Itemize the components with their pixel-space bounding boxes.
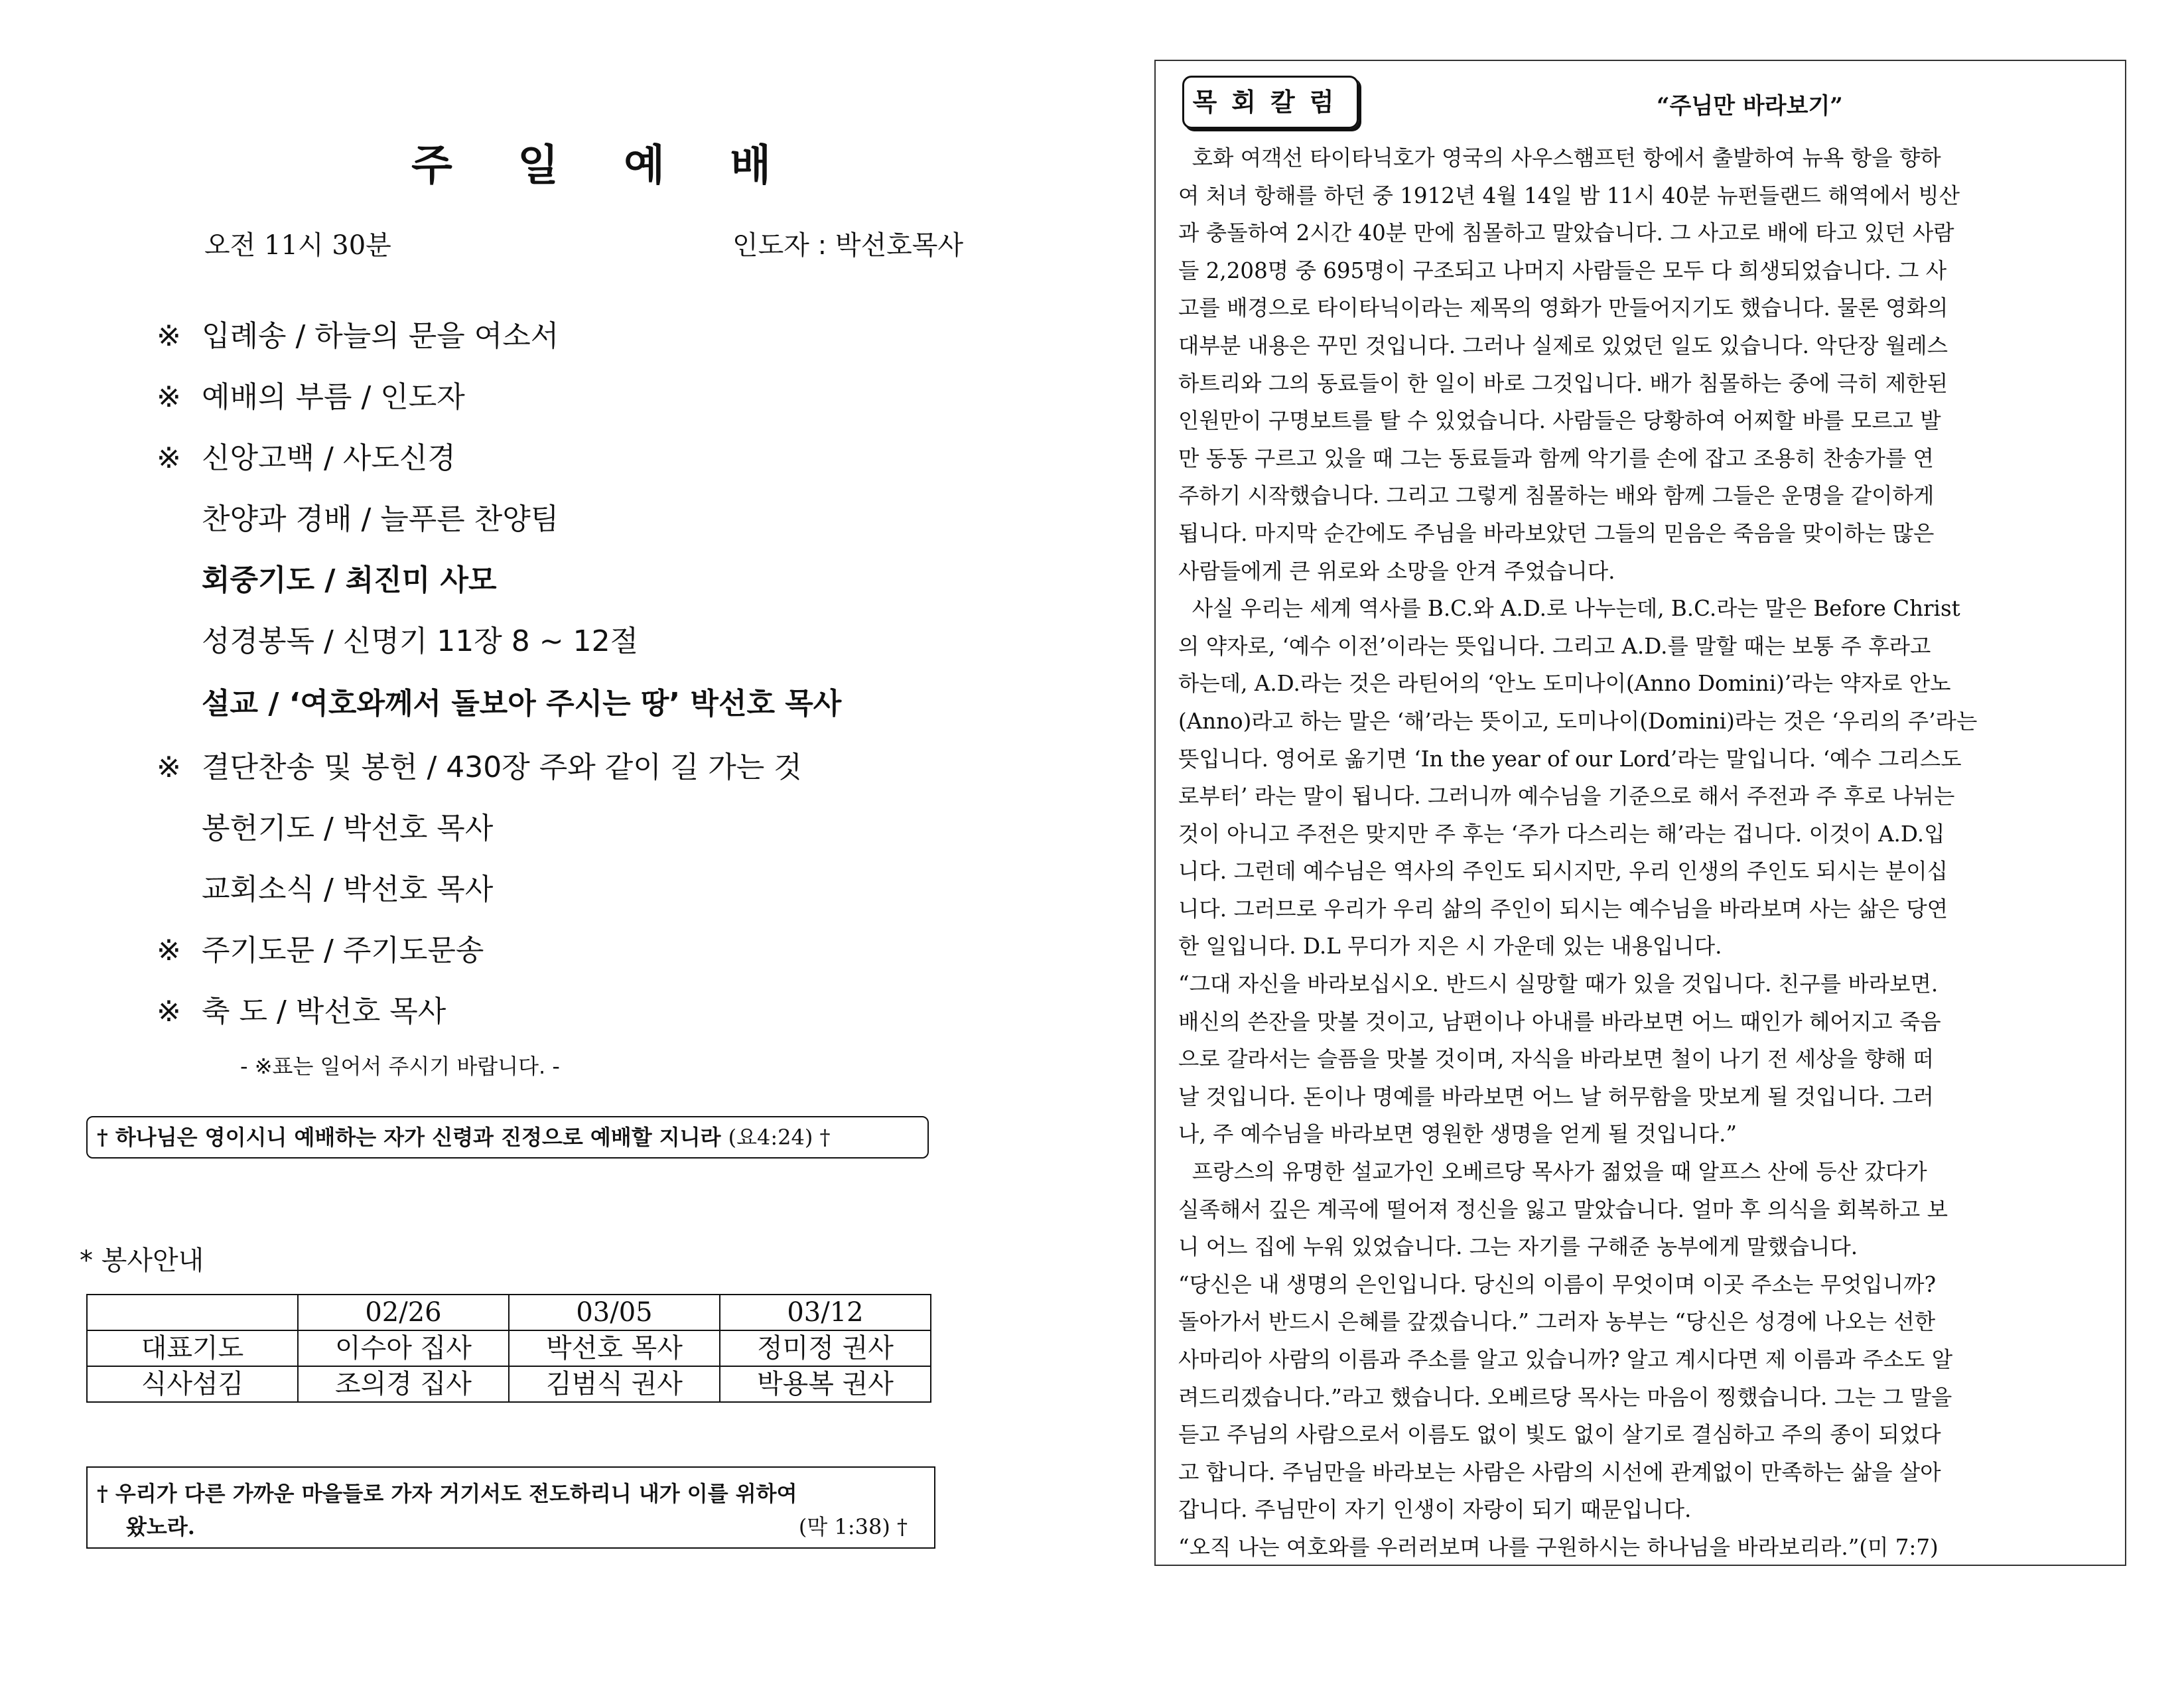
column-text-line: 하는데, A.D.라는 것은 라틴어의 ‘안노 도미나이(Anno Domini)’라는 약자로 안노 bbox=[1178, 671, 1951, 697]
column-text-line: 날 것입니다. 돈이나 명예를 바라보면 어느 날 허무함을 맛보게 될 것입니다. 그러 bbox=[1178, 1084, 1934, 1109]
worship-order-item bbox=[157, 312, 559, 354]
worship-order-item bbox=[157, 679, 841, 722]
column-text-line: 프랑스의 유명한 설교가인 오베르당 목사가 젊었을 때 알프스 산에 등산 갔다가 bbox=[1178, 1159, 1927, 1185]
column-text-line: “당신은 내 생명의 은인입니다. 당신의 이름이 무엇이며 이곳 주소는 무엇입니까? bbox=[1178, 1271, 1936, 1297]
column-text-line: 으로 갈라서는 슬픔을 맛볼 것이며, 자식을 바라보면 철이 나기 전 세상을 향해 떠 bbox=[1178, 1046, 1934, 1072]
worship-order-item bbox=[157, 617, 638, 660]
worship-order-text: 축 도 / 박선호 목사 bbox=[202, 995, 446, 1028]
worship-order-item bbox=[157, 804, 493, 847]
standing-mark: ※ bbox=[157, 995, 181, 1028]
standing-mark: ※ bbox=[157, 319, 181, 353]
worship-order-item bbox=[157, 926, 484, 969]
column-text-line: 사마리아 사람의 이름과 주소를 알고 있습니까? 알고 계시다면 제 이름과 주소도 알 bbox=[1178, 1347, 1953, 1372]
verse-reference: (요4:24) † bbox=[728, 1125, 831, 1150]
standing-mark: ※ bbox=[157, 934, 181, 967]
table-cell: 대표기도 bbox=[87, 1330, 298, 1366]
column-text-line: 대부분 내용은 꾸민 것입니다. 그러나 실제로 있었던 일도 있습니다. 악단장 월레스 bbox=[1178, 332, 1948, 358]
verse-reference: (막 1:38) † bbox=[798, 1514, 908, 1539]
service-guide-title: * 봉사안내 bbox=[80, 1245, 204, 1276]
column-text-line: 주하기 시작했습니다. 그리고 그렇게 침몰하는 배와 함께 그들은 운명을 같이하게 bbox=[1178, 483, 1935, 509]
column-text-line: “그대 자신을 바라보십시오. 반드시 실망할 때가 있을 것입니다. 친구를 바라보면. bbox=[1178, 971, 1939, 997]
pastor-column-frame bbox=[1154, 60, 2126, 1566]
table-row bbox=[87, 1330, 931, 1366]
worship-order-item bbox=[157, 743, 802, 786]
worship-order-text: 찬양과 경배 / 늘푸른 찬양팀 bbox=[202, 502, 559, 536]
table-cell: 이수아 집사 bbox=[298, 1330, 509, 1366]
column-text-line: 여 처녀 항해를 하던 중 1912년 4월 14일 밤 11시 40분 뉴펀들랜드 해역에서 빙산 bbox=[1178, 182, 1960, 208]
verse-line-1: † 우리가 다른 가까운 마을들로 가자 거기서도 전도하리니 내가 이를 위하여 bbox=[97, 1481, 797, 1506]
table-cell: 03/05 bbox=[509, 1295, 720, 1330]
worship-order-item bbox=[157, 373, 465, 415]
worship-order-text: 입례송 / 하늘의 문을 여소서 bbox=[202, 319, 559, 353]
table-cell: 김범식 권사 bbox=[509, 1366, 720, 1402]
column-text-line: 인원만이 구명보트를 탈 수 있었습니다. 사람들은 당황하여 어찌할 바를 모르고 발 bbox=[1178, 408, 1941, 434]
table-cell: 02/26 bbox=[298, 1295, 509, 1330]
column-text-line: 됩니다. 마지막 순간에도 주님을 바라보았던 그들의 믿음은 죽음을 맞이하는 많은 bbox=[1178, 520, 1935, 546]
column-tag: 목회칼럼 bbox=[1182, 76, 1359, 129]
worship-order-item bbox=[157, 495, 559, 537]
column-text-line: 로부터’ 라는 말이 됩니다. 그러니까 예수님을 기준으로 해서 주전과 주 후로 나뉘는 bbox=[1178, 784, 1955, 810]
column-text-line: “오직 나는 여호와를 우러러보며 나를 구원하시는 하나님을 바라보리라.”(미 7:7) bbox=[1178, 1534, 1939, 1560]
column-text-line: 호화 여객선 타이타닉호가 영국의 사우스햄프턴 항에서 출발하여 뉴욕 항을 향하 bbox=[1178, 145, 1941, 171]
column-text-line: 뜻입니다. 영어로 옮기면 ‘In the year of our Lord’라는 말입니다. ‘예수 그리스도 bbox=[1178, 746, 1962, 772]
column-text-line: 하트리와 그의 동료들이 한 일이 바로 그것입니다. 배가 침몰하는 중에 극히 제한된 bbox=[1178, 370, 1948, 396]
column-text-line: 고를 배경으로 타이타닉이라는 제목의 영화가 만들어지기도 했습니다. 물론 영화의 bbox=[1178, 295, 1948, 321]
column-text-line: 만 동동 구르고 있을 때 그는 동료들과 함께 악기를 손에 잡고 조용히 찬송가를 연 bbox=[1178, 445, 1934, 471]
worship-order-item bbox=[157, 434, 456, 476]
table-cell bbox=[87, 1295, 298, 1330]
table-cell: 박용복 권사 bbox=[720, 1366, 931, 1402]
column-text-line: 돌아가서 반드시 은혜를 갚겠습니다.” 그러자 농부는 “당신은 성경에 나오는 선한 bbox=[1178, 1309, 1936, 1335]
table-cell: 조의경 집사 bbox=[298, 1366, 509, 1402]
column-text-line: 배신의 쓴잔을 맛볼 것이고, 남편이나 아내를 바라보면 어느 때인가 헤어지고 죽음 bbox=[1178, 1009, 1941, 1034]
worship-order-item bbox=[157, 556, 497, 599]
bulletin-left-page bbox=[0, 0, 1088, 1692]
table-cell: 식사섬김 bbox=[87, 1366, 298, 1402]
column-text-line: (Anno)라고 하는 말은 ‘해’라는 뜻이고, 도미나이(Domini)라는 것은 ‘우리의 주’라는 bbox=[1178, 708, 1978, 734]
worship-order-text: 봉헌기도 / 박선호 목사 bbox=[202, 811, 494, 845]
column-text-line: 의 약자로, ‘예수 이전’이라는 뜻입니다. 그리고 A.D.를 말할 때는 보통 주 후라고 bbox=[1178, 633, 1931, 659]
column-text-line: 니다. 그러므로 우리가 우리 삶의 주인이 되시는 예수님을 바라보며 사는 삶은 당연 bbox=[1178, 896, 1948, 922]
column-text-line: 니다. 그런데 예수님은 역사의 주인도 되시지만, 우리 인생의 주인도 되시는 분이십 bbox=[1178, 859, 1948, 884]
worship-order-text: 교회소식 / 박선호 목사 bbox=[202, 873, 494, 906]
worship-order-text: 성경봉독 / 신명기 11장 8 ~ 12절 bbox=[202, 624, 639, 658]
worship-order-item bbox=[157, 865, 493, 908]
worship-time: 오전 11시 30분 bbox=[204, 230, 391, 261]
standing-note: - ※표는 일어서 주시기 바랍니다. - bbox=[240, 1054, 560, 1079]
worship-leader: 인도자 : 박선호목사 bbox=[732, 230, 964, 261]
column-text-line: 사실 우리는 세계 역사를 B.C.와 A.D.로 나누는데, B.C.라는 말은 Before Christ bbox=[1178, 596, 1960, 622]
table-cell: 정미정 권사 bbox=[720, 1330, 931, 1366]
standing-mark: ※ bbox=[157, 441, 181, 475]
column-text-line: 려드리겠습니다.”라고 했습니다. 오베르당 목사는 마음이 찡했습니다. 그는 그 말을 bbox=[1178, 1384, 1952, 1410]
table-cell: 03/12 bbox=[720, 1295, 931, 1330]
column-text-line: 과 충돌하여 2시간 40분 만에 침몰하고 말았습니다. 그 사고로 배에 타고 있던 사람 bbox=[1178, 220, 1954, 246]
column-text-line: 고 합니다. 주님만을 바라보는 사람은 사람의 시선에 관계없이 만족하는 삶을 살아 bbox=[1178, 1459, 1941, 1485]
worship-title: 주 일 예 배 bbox=[411, 141, 797, 190]
worship-order-text: 예배의 부름 / 인도자 bbox=[202, 380, 465, 414]
column-text-line: 니 어느 집에 누워 있었습니다. 그는 자기를 구해준 농부에게 말했습니다. bbox=[1178, 1234, 1858, 1260]
worship-order-text: 결단찬송 및 봉헌 / 430장 주와 같이 길 가는 것 bbox=[202, 750, 802, 784]
column-text-line: 들 2,208명 중 695명이 구조되고 나머지 사람들은 모두 다 희생되었습니다. 그 사 bbox=[1178, 257, 1947, 283]
column-text-line: 나, 주 예수님을 바라보면 영원한 생명을 얻게 될 것입니다.” bbox=[1178, 1121, 1738, 1147]
column-body bbox=[1178, 139, 2104, 1567]
verse-line-2: 왔노라. bbox=[126, 1514, 195, 1539]
service-table bbox=[86, 1294, 931, 1403]
verse-box-john bbox=[86, 1116, 929, 1159]
verse-box-mark bbox=[86, 1466, 935, 1549]
verse-text: † 하나님은 영이시니 예배하는 자가 신령과 진정으로 예배할 지니라 bbox=[97, 1125, 721, 1150]
worship-order-text: 회중기도 / 최진미 사모 bbox=[202, 563, 497, 597]
standing-mark: ※ bbox=[157, 380, 181, 414]
worship-order-text: 신앙고백 / 사도신경 bbox=[202, 441, 456, 475]
standing-mark: ※ bbox=[157, 750, 181, 784]
worship-order-item bbox=[157, 987, 446, 1030]
worship-order-text: 설교 / ‘여호와께서 돌보아 주시는 땅’ 박선호 목사 bbox=[202, 687, 842, 721]
column-text-line: 듣고 주님의 사람으로서 이름도 없이 빛도 없이 살기로 결심하고 주의 종이 되었다 bbox=[1178, 1422, 1941, 1448]
column-text-line: 한 일입니다. D.L 무디가 지은 시 가운데 있는 내용입니다. bbox=[1178, 934, 1722, 959]
column-text-line: 실족해서 깊은 계곡에 떨어져 정신을 잃고 말았습니다. 얼마 후 의식을 회복하고 보 bbox=[1178, 1196, 1948, 1222]
worship-order-text: 주기도문 / 주기도문송 bbox=[202, 934, 484, 967]
table-header-row bbox=[87, 1295, 931, 1330]
column-text-line: 것이 아니고 주전은 맞지만 주 후는 ‘주가 다스리는 해’라는 겁니다. 이것이 A.D.입 bbox=[1178, 821, 1945, 847]
column-text-line: 사람들에게 큰 위로와 소망을 안겨 주었습니다. bbox=[1178, 558, 1615, 584]
table-cell: 박선호 목사 bbox=[509, 1330, 720, 1366]
table-row bbox=[87, 1366, 931, 1402]
column-title: “주님만 바라보기” bbox=[1657, 93, 1843, 119]
column-text-line: 갑니다. 주님만이 자기 인생이 자랑이 되기 때문입니다. bbox=[1178, 1497, 1692, 1523]
